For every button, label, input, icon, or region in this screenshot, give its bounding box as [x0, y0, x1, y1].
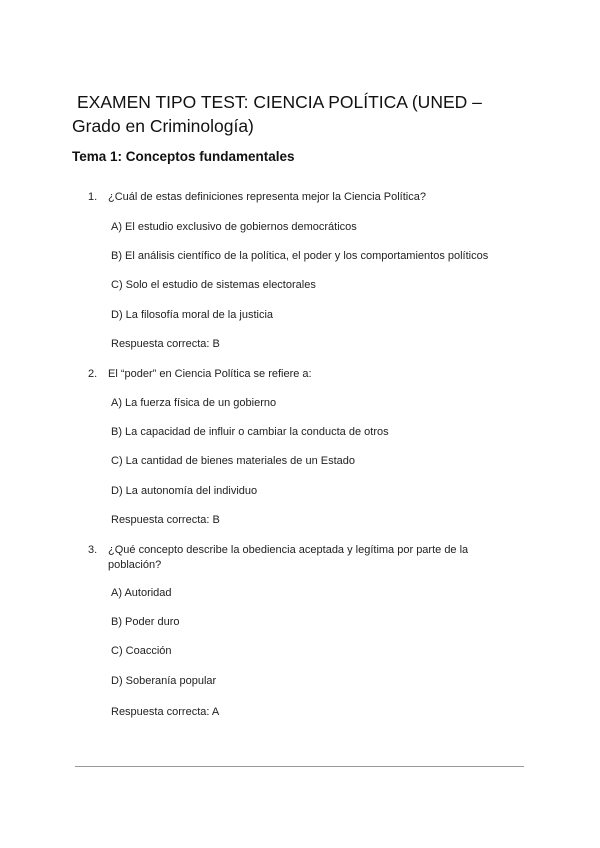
question-text-line-2: población?: [108, 559, 162, 571]
option-a: A) El estudio exclusivo de gobiernos democráticos: [111, 221, 357, 233]
question-text: ¿Cuál de estas definiciones representa mejor la Ciencia Política?: [108, 191, 426, 203]
exam-title: [72, 90, 532, 138]
option-d: D) Soberanía popular: [111, 675, 217, 687]
question-number: 2.: [88, 368, 98, 380]
section-heading: Tema 1: Conceptos fundamentales: [72, 149, 295, 164]
correct-answer: Respuesta correcta: A: [111, 706, 220, 718]
option-a: A) Autoridad: [111, 587, 172, 599]
option-a: A) La fuerza física de un gobierno: [111, 397, 277, 409]
question-number: 3.: [88, 544, 98, 556]
option-c: C) Coacción: [111, 645, 172, 657]
correct-answer: Respuesta correcta: B: [111, 514, 220, 526]
question-number: 1.: [88, 191, 98, 203]
exam-title-line-2: Grado en Criminología): [72, 116, 254, 136]
option-b: B) El análisis científico de la política, el poder y los comportamientos políticos: [111, 250, 489, 262]
option-b: B) La capacidad de influir o cambiar la conducta de otros: [111, 426, 389, 438]
option-c: C) Solo el estudio de sistemas electorales: [111, 279, 316, 291]
question-text-line-1: ¿Qué concepto describe la obediencia aceptada y legítima por parte de la: [108, 544, 469, 556]
option-b: B) Poder duro: [111, 616, 180, 628]
correct-answer: Respuesta correcta: B: [111, 338, 220, 350]
option-d: D) La autonomía del individuo: [111, 485, 258, 497]
option-c: C) La cantidad de bienes materiales de un Estado: [111, 455, 355, 467]
question-text: [108, 543, 508, 573]
option-d: D) La filosofía moral de la justicia: [111, 309, 274, 321]
question-text: El “poder” en Ciencia Política se refiere a:: [108, 368, 312, 380]
exam-title-line-1: EXAMEN TIPO TEST: CIENCIA POLÍTICA (UNED –: [77, 92, 482, 112]
footer-divider: [75, 766, 524, 767]
